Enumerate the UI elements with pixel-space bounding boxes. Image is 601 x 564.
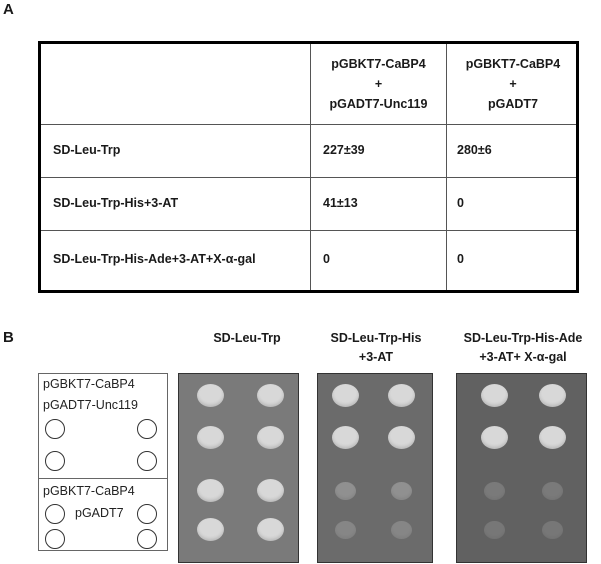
yeast-plate-his-3at <box>317 373 433 563</box>
col2-header-line: pGBKT7-CaBP4 <box>465 57 561 71</box>
yeast-colony <box>257 384 284 407</box>
plate-title-2 <box>312 329 440 367</box>
yeast-colony <box>335 521 356 539</box>
col1-header <box>311 54 446 114</box>
yeast-colony <box>388 426 415 449</box>
row-value: 227±39 <box>323 143 365 157</box>
yeast-colony <box>335 482 357 501</box>
plate-title-3 <box>448 329 598 367</box>
key-divider <box>39 478 167 479</box>
key-top-line2: pGADT7-Unc119 <box>43 398 138 412</box>
key-circle <box>45 504 65 524</box>
yeast-colony <box>484 521 505 539</box>
key-circle <box>137 504 157 524</box>
col2-header <box>447 54 579 114</box>
plate-title-line: +3-AT+ X-α-gal <box>479 350 567 364</box>
row-value: 0 <box>457 196 464 210</box>
panel-label-a: A <box>3 1 14 18</box>
yeast-colony <box>332 384 359 407</box>
yeast-colony <box>484 482 505 500</box>
yeast-colony <box>332 426 359 449</box>
key-circle <box>137 451 157 471</box>
yeast-plate-sd-leu-trp <box>178 373 299 563</box>
key-circle <box>45 419 65 439</box>
key-bottom-line2: pGADT7 <box>75 506 124 520</box>
col1-header-line: pGBKT7-CaBP4 <box>331 57 426 71</box>
yeast-colony <box>391 482 413 501</box>
yeast-colony <box>197 426 224 449</box>
yeast-colony <box>257 479 284 502</box>
yeast-colony <box>197 479 224 502</box>
row-label: SD-Leu-Trp <box>53 143 121 157</box>
yeast-plate-his-ade-xgal <box>456 373 587 563</box>
yeast-colony <box>481 426 508 449</box>
plate-title-line: SD-Leu-Trp-His <box>330 331 422 345</box>
key-bottom-line1: pGBKT7-CaBP4 <box>43 484 135 498</box>
interaction-table <box>38 41 579 293</box>
row-value: 41±13 <box>323 196 358 210</box>
key-top-line1: pGBKT7-CaBP4 <box>43 377 135 391</box>
yeast-colony <box>539 426 566 449</box>
row-label: SD-Leu-Trp-His-Ade+3-AT+X-α-gal <box>53 252 256 266</box>
row-label: SD-Leu-Trp-His+3-AT <box>53 196 179 210</box>
key-circle <box>137 529 157 549</box>
plate-title-line: SD-Leu-Trp-His-Ade <box>463 331 583 345</box>
key-circle <box>45 529 65 549</box>
yeast-colony <box>197 518 224 541</box>
key-circle <box>137 419 157 439</box>
col1-header-line: pGADT7-Unc119 <box>329 97 428 111</box>
col2-header-line: pGADT7 <box>488 97 538 111</box>
plate-key <box>38 373 168 551</box>
key-circle <box>45 451 65 471</box>
yeast-colony <box>539 384 566 407</box>
yeast-colony <box>542 521 563 539</box>
row-value: 0 <box>457 252 464 266</box>
panel-label-b: B <box>3 329 14 346</box>
yeast-colony <box>257 518 284 541</box>
table-row <box>41 125 576 178</box>
yeast-colony <box>388 384 415 407</box>
yeast-colony <box>197 384 224 407</box>
row-value: 280±6 <box>457 143 492 157</box>
yeast-colony <box>481 384 508 407</box>
col2-header-line: + <box>509 77 517 91</box>
plate-title-1 <box>187 329 307 348</box>
plate-title-line: +3-AT <box>358 350 394 364</box>
col1-header-line: + <box>374 77 383 91</box>
yeast-colony <box>542 482 563 500</box>
row-value: 0 <box>323 252 330 266</box>
plate-title-line: SD-Leu-Trp <box>213 331 281 345</box>
yeast-colony <box>257 426 284 449</box>
yeast-colony <box>391 521 412 539</box>
